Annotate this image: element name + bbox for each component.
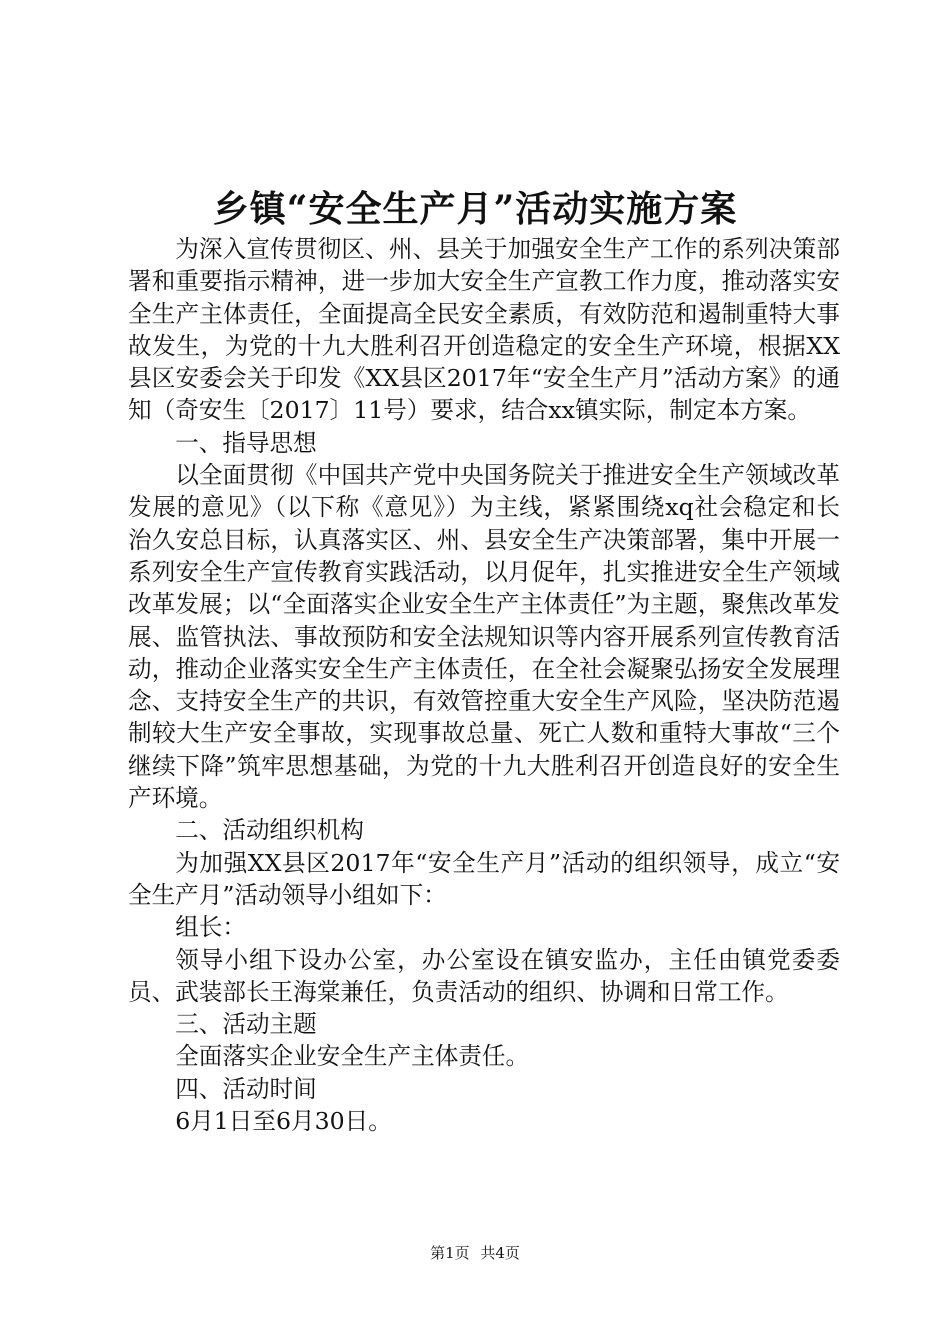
- page-total: 共4页: [480, 1244, 520, 1262]
- section-heading-theme: 三、活动主题: [175, 1010, 317, 1039]
- document-body: [128, 233, 840, 1137]
- paragraph-intro: 为深入宣传贯彻区、州、县关于加强安全生产工作的系列决策部署和重要指示精神，进一步加大安全生产宣教工作力度，推动落实安全生产主体责任，全面提高全民安全素质，有效防范和遏制重特大事故发生，为党的十九大胜利召开创造稳定的安全生产环境，根据XX县区安委会关于印发《XX县区2017年“安全生产月”活动方案》的通知（奇安生〔2017〕11号）要求，结合xx镇实际，制定本方案。: [128, 235, 840, 425]
- paragraph-organization: 为加强XX县区2017年“安全生产月”活动的组织领导，成立“安全生产月”活动领导小组如下：: [128, 848, 840, 909]
- paragraph-office: 领导小组下设办公室，办公室设在镇安监办，主任由镇党委委员、武装部长王海棠兼任，负责活动的组织、协调和日常工作。: [128, 945, 840, 1006]
- paragraph-time: 6月1日至6月30日。: [175, 1107, 392, 1136]
- paragraph-theme: 全面落实企业安全生产主体责任。: [175, 1042, 530, 1071]
- paragraph-group-leader: 组长：: [175, 913, 246, 942]
- page-footer: [0, 1242, 950, 1264]
- paragraph-guiding-ideology: 以全面贯彻《中国共产党中央国务院关于推进安全生产领域改革发展的意见》（以下称《意见》）为主线，紧紧围绕xq社会稳定和长治久安总目标，认真落实区、州、县安全生产决策部署，集中开展一系列安全生产宣传教育实践活动，以月促年，扎实推进安全生产领域改革发展；以“全面落实企业安全生产主体责任”为主题，聚焦改革发展、监管执法、事故预防和安全法规知识等内容开展系列宣传教育活动，推动企业落实安全生产主体责任，在全社会凝聚弘扬安全发展理念、支持安全生产的共识，有效管控重大安全生产风险，坚决防范遏制较大生产安全事故，实现事故总量、死亡人数和重特大事故“三个继续下降”筑牢思想基础，为党的十九大胜利召开创造良好的安全生产环境。: [128, 461, 840, 813]
- page-number: 第1页: [430, 1244, 470, 1262]
- section-heading-organization: 二、活动组织机构: [175, 816, 364, 845]
- section-heading-time: 四、活动时间: [175, 1074, 317, 1103]
- document-title: 乡镇“安全生产月”活动实施方案: [212, 188, 738, 230]
- section-heading-guiding-ideology: 一、指导思想: [175, 428, 317, 457]
